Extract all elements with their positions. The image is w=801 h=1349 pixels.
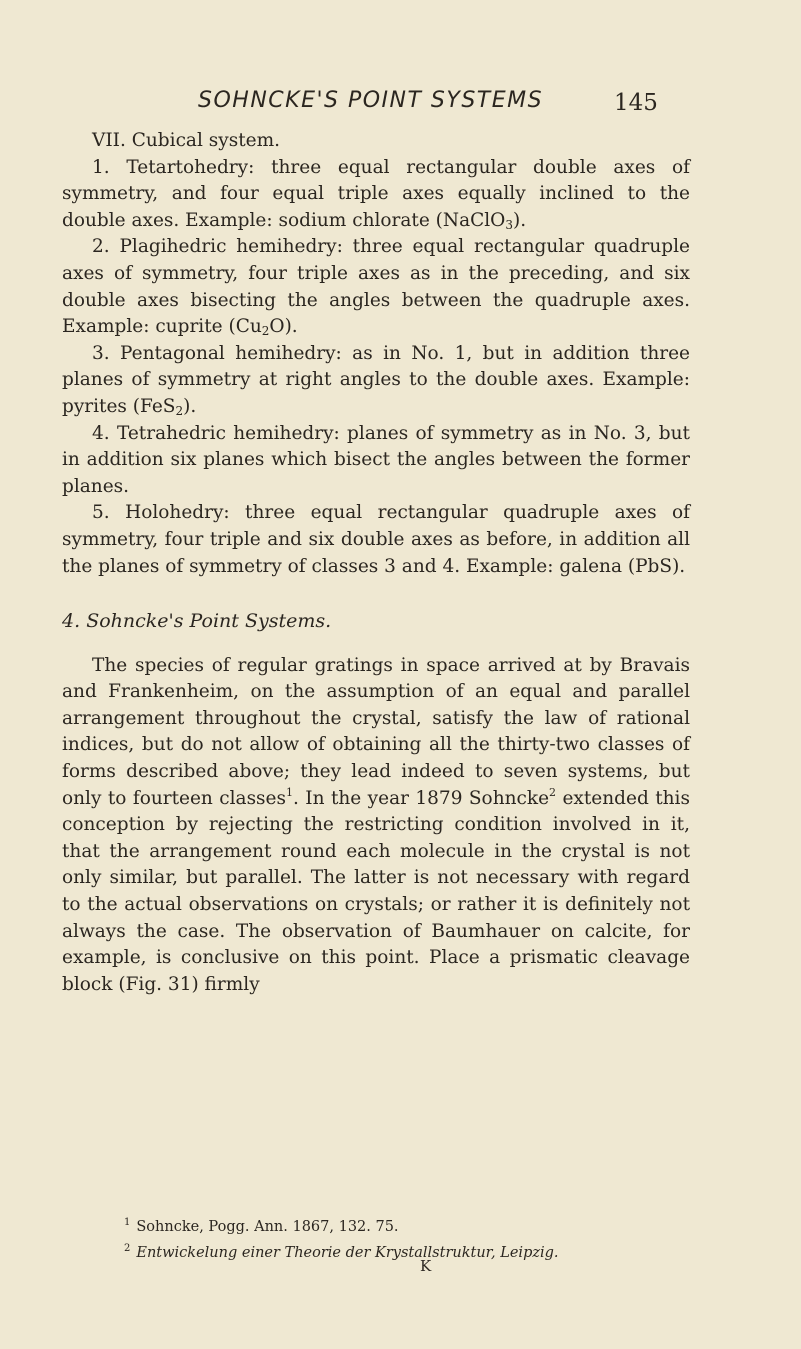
section-heading [62, 608, 690, 635]
footnote-ref-2: 2 [549, 785, 557, 799]
class-item-1: 1. Tetartohedry: three equal rectangular double axes of symmetry, and four equal triple axes equally inclined to the double axes. Example: sodium chlorate (NaClO$_3$). [62, 156, 690, 232]
signature-mark: K [420, 1257, 432, 1275]
class-item-4: 4. Tetrahedric hemihedry: planes of symmetry as in No. 3, but in addition six planes which bisect the angles between the former planes. [62, 422, 690, 497]
footnote-ref-1: 1 [286, 785, 293, 799]
page-number: 145 [614, 90, 658, 116]
section-number: 4. [62, 610, 81, 633]
subsection-heading: VII. Cubical system. [92, 130, 280, 151]
class-item-3: 3. Pentagonal hemihedry: as in No. 1, but in addition three planes of symmetry at right angles to the double axes. Example: pyrites (FeS$_2$). [62, 342, 690, 418]
page-header [0, 88, 801, 122]
running-title: SOHNCKE'S POINT SYSTEMS [198, 88, 544, 113]
section-title: Sohncke's Point Systems. [86, 610, 332, 633]
class-item-5: 5. Holohedry: three equal rectangular quadruple axes of symmetry, four triple and six double axes as before, in addition all the planes of symmetry of classes 3 and 4. Example: galena (PbS). [62, 502, 690, 577]
body-paragraph: The species of regular gratings in space arrived at by Bravais and Frankenheim, on the assumption of an equal and parallel arrangement throughout the crystal, satisfy the law of rational indices, but do not allow of obtaining all the thirty-two classes of forms described above; they lead indeed to seven systems, but only to fourteen classes$^1$. In the year 1879 Sohncke$^2$ extended this conception by rejecting the restricting condition involved in it, that the arrangement round each molecule in the crystal is not only similar, but parallel. The latter is not necessary with regard to the actual observations on crystals; or rather it is definitely not always the case. The observation of Baumhauer on calcite, for example, is conclusive on this point. Place a prismatic cleavage block (Fig. 31) firmly [62, 654, 690, 995]
footnote: $^2$ Entwickelung einer Theorie der Krystallstruktur, Leipzig. [124, 1243, 559, 1261]
footnote: $^1$ Sohncke, Pogg. Ann. 1867, 132. 75. [124, 1217, 399, 1235]
footnotes [62, 1212, 690, 1264]
class-item-2: 2. Plagihedric hemihedry: three equal rectangular quadruple axes of symmetry, four triple axes as in the preceding, and six double axes bisecting the angles between the quadruple axes. Example: cuprite $(Cu_2O)$. [62, 236, 690, 339]
body-text [62, 128, 690, 998]
